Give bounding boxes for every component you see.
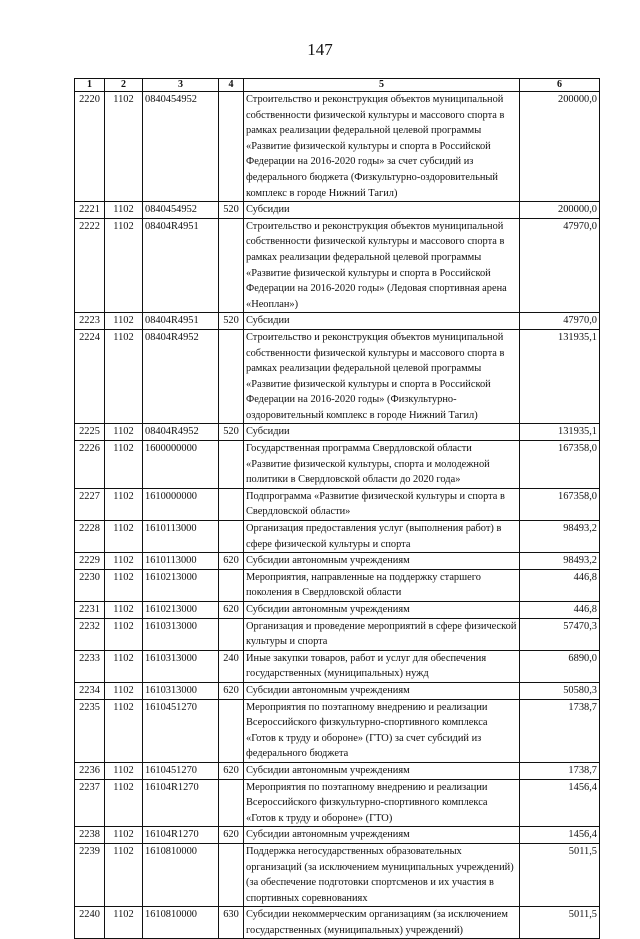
target-code-cell: 1600000000 [143,441,219,489]
target-code-cell: 1610810000 [143,907,219,939]
budget-table [74,78,600,939]
section-code-cell: 1102 [105,424,143,441]
target-code-cell: 16104R1270 [143,827,219,844]
expense-type-cell [219,441,244,489]
item-name-cell: Субсидии автономным учреждениям [244,553,520,570]
expense-type-cell [219,329,244,424]
target-code-cell: 08404R4952 [143,424,219,441]
target-code-cell: 1610213000 [143,602,219,619]
table-row [75,779,600,827]
expense-type-cell [219,618,244,650]
target-code-cell: 08404R4951 [143,218,219,313]
item-name-cell: Иные закупки товаров, работ и услуг для обеспечения государственных (муниципальных) нужд [244,650,520,682]
section-code-cell: 1102 [105,618,143,650]
table-row [75,907,600,939]
row-number-cell: 2236 [75,762,105,779]
target-code-cell: 1610113000 [143,521,219,553]
row-number-cell: 2232 [75,618,105,650]
row-number-cell: 2220 [75,92,105,202]
target-code-cell: 0840454952 [143,92,219,202]
row-number-cell: 2225 [75,424,105,441]
target-code-cell: 1610000000 [143,488,219,520]
item-name-cell: Мероприятия по поэтапному внедрению и реализации Всероссийского физкультурно-спортивного комплекса «Готов к труду и обороне» (ГТО) [244,779,520,827]
section-code-cell: 1102 [105,602,143,619]
amount-cell: 6890,0 [520,650,600,682]
item-name-cell: Строительство и реконструкция объектов муниципальной собственности физической культуры и массового спорта в рамках реализации федеральной целевой программы «Развитие физической культуры и спорта в Российской Федерации на 2016-2020 годы» за счет субсидий из федерального бюджета (Физкультурно-оздоровительный комплекс в городе Нижний Тагил) [244,92,520,202]
section-code-cell: 1102 [105,682,143,699]
expense-type-cell: 630 [219,907,244,939]
table-row [75,827,600,844]
section-code-cell: 1102 [105,218,143,313]
table-row [75,650,600,682]
column-header: 4 [219,79,244,92]
expense-type-cell [219,779,244,827]
expense-type-cell [219,843,244,906]
section-code-cell: 1102 [105,569,143,601]
table-row [75,92,600,202]
target-code-cell: 1610451270 [143,762,219,779]
expense-type-cell: 620 [219,762,244,779]
amount-cell: 5011,5 [520,907,600,939]
expense-type-cell [219,218,244,313]
row-number-cell: 2226 [75,441,105,489]
expense-type-cell [219,92,244,202]
page-number: 147 [307,40,333,59]
item-name-cell: Субсидии [244,313,520,330]
item-name-cell: Субсидии [244,202,520,219]
column-header: 3 [143,79,219,92]
table-row [75,618,600,650]
table-row [75,218,600,313]
item-name-cell: Субсидии автономным учреждениям [244,682,520,699]
row-number-cell: 2227 [75,488,105,520]
amount-cell: 47970,0 [520,313,600,330]
amount-cell: 446,8 [520,569,600,601]
target-code-cell: 1610213000 [143,569,219,601]
amount-cell: 1456,4 [520,827,600,844]
item-name-cell: Субсидии автономным учреждениям [244,827,520,844]
table-row [75,329,600,424]
expense-type-cell: 520 [219,202,244,219]
item-name-cell: Строительство и реконструкция объектов муниципальной собственности физической культуры и массового спорта в рамках реализации федеральной целевой программы «Развитие физической культуры и спорта в Российской Федерации на 2016-2020 годы» (Физкультурно-оздоровительный комплекс в городе Нижний Тагил) [244,329,520,424]
row-number-cell: 2223 [75,313,105,330]
section-code-cell: 1102 [105,92,143,202]
row-number-cell: 2235 [75,699,105,762]
section-code-cell: 1102 [105,441,143,489]
amount-cell: 1738,7 [520,762,600,779]
column-header: 2 [105,79,143,92]
row-number-cell: 2233 [75,650,105,682]
amount-cell: 1738,7 [520,699,600,762]
amount-cell: 200000,0 [520,202,600,219]
table-row [75,521,600,553]
section-code-cell: 1102 [105,779,143,827]
row-number-cell: 2240 [75,907,105,939]
amount-cell: 200000,0 [520,92,600,202]
column-header: 1 [75,79,105,92]
target-code-cell: 16104R1270 [143,779,219,827]
row-number-cell: 2228 [75,521,105,553]
amount-cell: 50580,3 [520,682,600,699]
expense-type-cell: 620 [219,827,244,844]
expense-type-cell: 620 [219,602,244,619]
table-row [75,202,600,219]
target-code-cell: 0840454952 [143,202,219,219]
expense-type-cell: 520 [219,313,244,330]
table-header-row [75,79,600,92]
expense-type-cell [219,569,244,601]
item-name-cell: Подпрограмма «Развитие физической культуры и спорта в Свердловской области» [244,488,520,520]
amount-cell: 98493,2 [520,553,600,570]
amount-cell: 167358,0 [520,488,600,520]
table-row [75,424,600,441]
table-row [75,553,600,570]
section-code-cell: 1102 [105,553,143,570]
item-name-cell: Организация и проведение мероприятий в сфере физической культуры и спорта [244,618,520,650]
row-number-cell: 2222 [75,218,105,313]
table-row [75,762,600,779]
item-name-cell: Государственная программа Свердловской области «Развитие физической культуры, спорта и молодежной политики в Свердловской области до 2020 года» [244,441,520,489]
table-row [75,569,600,601]
target-code-cell: 1610113000 [143,553,219,570]
row-number-cell: 2224 [75,329,105,424]
section-code-cell: 1102 [105,488,143,520]
table-row [75,488,600,520]
expense-type-cell: 620 [219,682,244,699]
section-code-cell: 1102 [105,907,143,939]
target-code-cell: 1610313000 [143,650,219,682]
expense-type-cell: 520 [219,424,244,441]
amount-cell: 47970,0 [520,218,600,313]
amount-cell: 131935,1 [520,424,600,441]
section-code-cell: 1102 [105,843,143,906]
item-name-cell: Субсидии автономным учреждениям [244,762,520,779]
table-row [75,699,600,762]
row-number-cell: 2229 [75,553,105,570]
table-row [75,441,600,489]
table-body [75,92,600,939]
table-row [75,602,600,619]
column-header: 6 [520,79,600,92]
amount-cell: 98493,2 [520,521,600,553]
amount-cell: 5011,5 [520,843,600,906]
item-name-cell: Поддержка негосударственных образовательных организаций (за исключением муниципальных учреждений) (за обеспечение подготовки спортсменов и их участия в спортивных соревнованиях [244,843,520,906]
item-name-cell: Мероприятия, направленные на поддержку старшего поколения в Свердловской области [244,569,520,601]
target-code-cell: 1610313000 [143,682,219,699]
row-number-cell: 2230 [75,569,105,601]
amount-cell: 57470,3 [520,618,600,650]
section-code-cell: 1102 [105,650,143,682]
table-row [75,682,600,699]
section-code-cell: 1102 [105,827,143,844]
target-code-cell: 1610810000 [143,843,219,906]
table-row [75,843,600,906]
target-code-cell: 08404R4952 [143,329,219,424]
expense-type-cell [219,521,244,553]
row-number-cell: 2237 [75,779,105,827]
amount-cell: 167358,0 [520,441,600,489]
amount-cell: 446,8 [520,602,600,619]
target-code-cell: 1610451270 [143,699,219,762]
expense-type-cell: 620 [219,553,244,570]
section-code-cell: 1102 [105,313,143,330]
section-code-cell: 1102 [105,699,143,762]
item-name-cell: Субсидии [244,424,520,441]
section-code-cell: 1102 [105,329,143,424]
target-code-cell: 08404R4951 [143,313,219,330]
row-number-cell: 2239 [75,843,105,906]
target-code-cell: 1610313000 [143,618,219,650]
column-header: 5 [244,79,520,92]
expense-type-cell [219,699,244,762]
amount-cell: 1456,4 [520,779,600,827]
section-code-cell: 1102 [105,521,143,553]
item-name-cell: Строительство и реконструкция объектов муниципальной собственности физической культуры и массового спорта в рамках реализации федеральной целевой программы «Развитие физической культуры и спорта в Российской Федерации на 2016-2020 годы» (Ледовая спортивная арена «Неоплан») [244,218,520,313]
expense-type-cell: 240 [219,650,244,682]
row-number-cell: 2231 [75,602,105,619]
section-code-cell: 1102 [105,762,143,779]
row-number-cell: 2234 [75,682,105,699]
amount-cell: 131935,1 [520,329,600,424]
item-name-cell: Субсидии автономным учреждениям [244,602,520,619]
section-code-cell: 1102 [105,202,143,219]
item-name-cell: Мероприятия по поэтапному внедрению и реализации Всероссийского физкультурно-спортивного комплекса «Готов к труду и обороне» (ГТО) за счет субсидий из федерального бюджета [244,699,520,762]
item-name-cell: Организация предоставления услуг (выполнения работ) в сфере физической культуры и спорта [244,521,520,553]
row-number-cell: 2238 [75,827,105,844]
item-name-cell: Субсидии некоммерческим организациям (за исключением государственных (муниципальных) учреждений) [244,907,520,939]
expense-type-cell [219,488,244,520]
row-number-cell: 2221 [75,202,105,219]
table-row [75,313,600,330]
